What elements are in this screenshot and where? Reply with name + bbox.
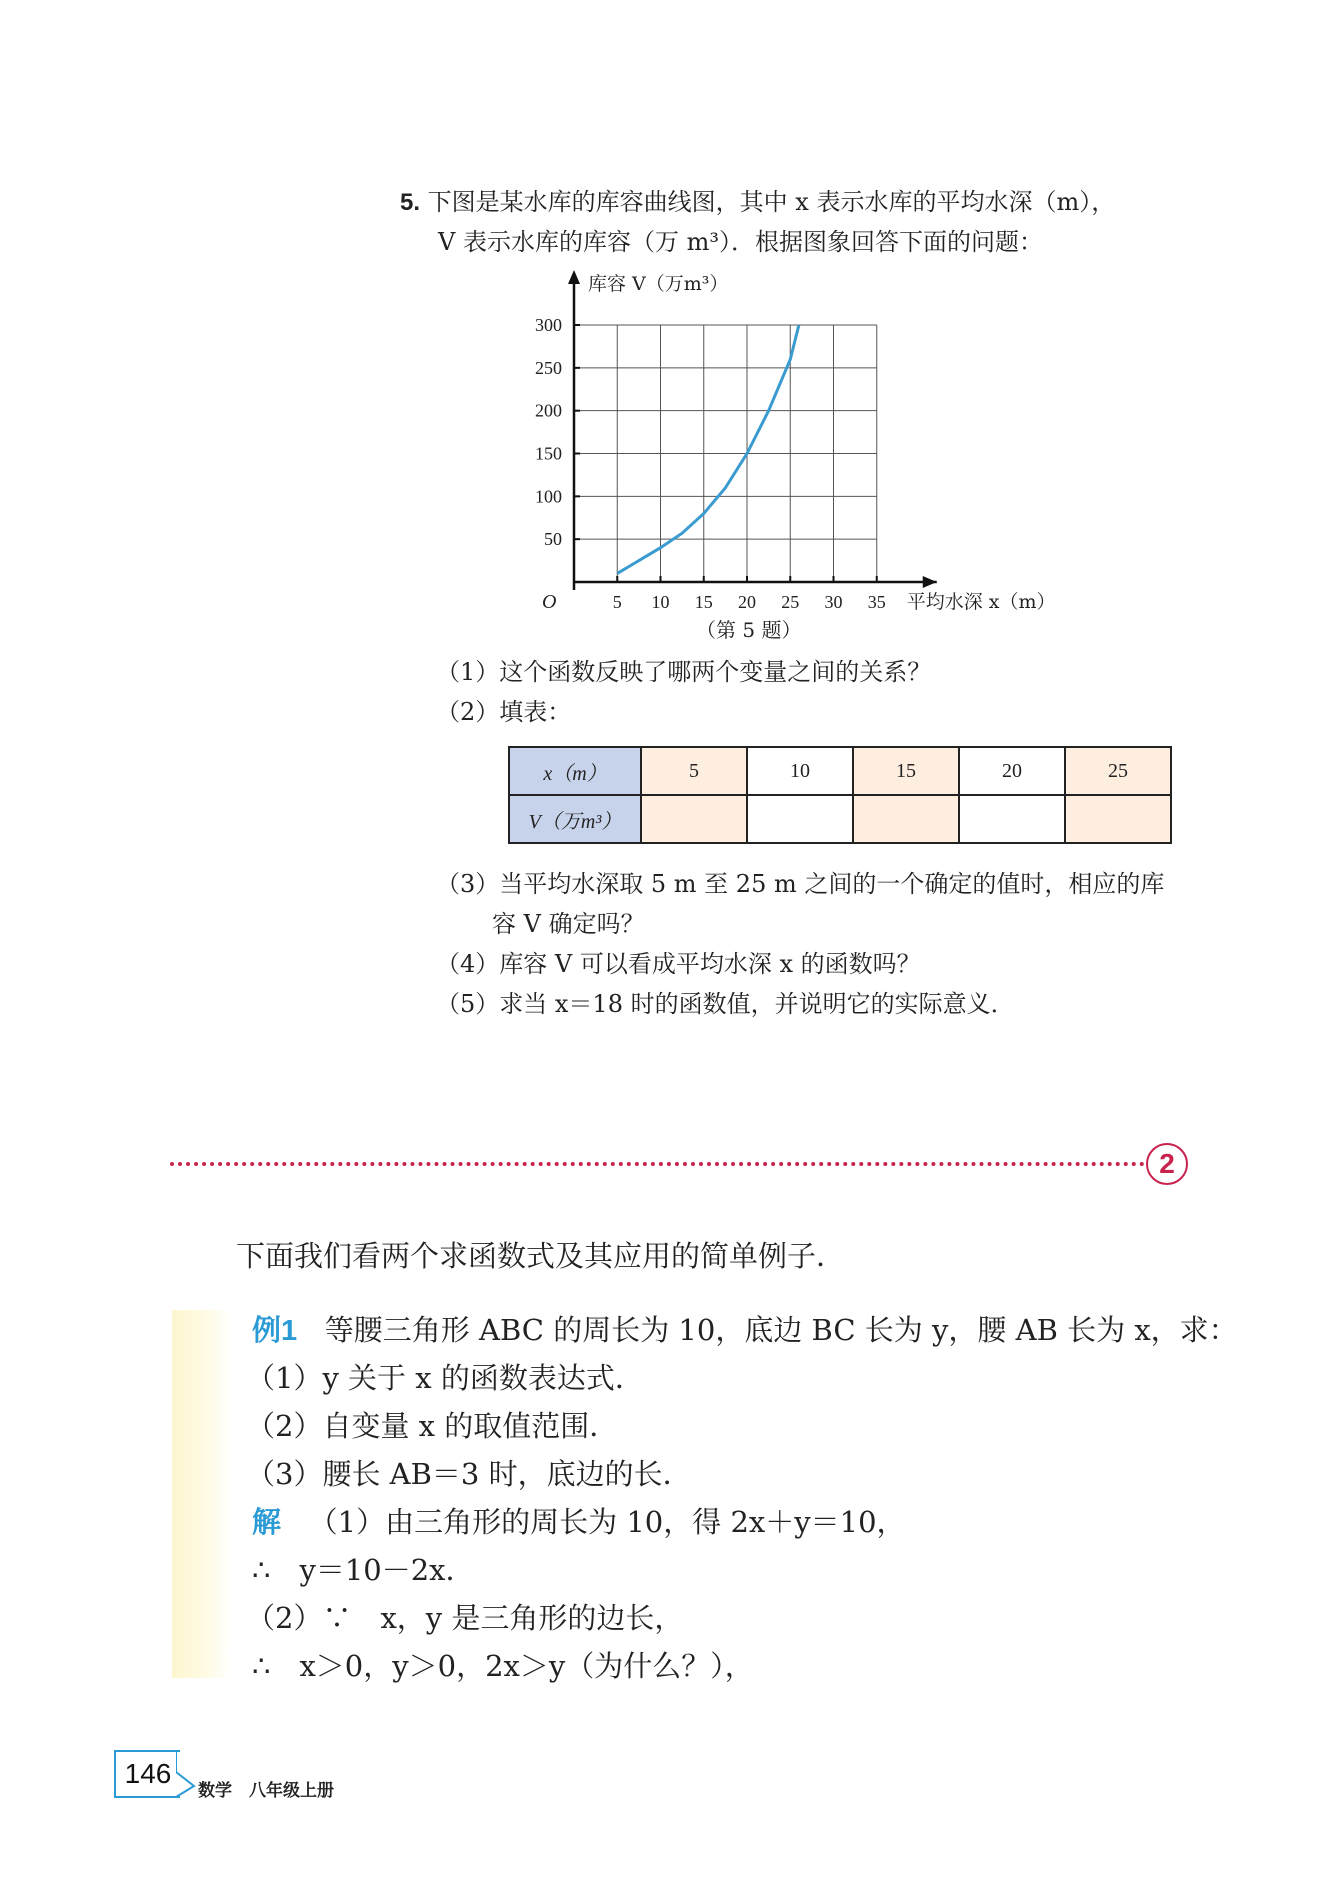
x-tick-label: 10 — [651, 592, 670, 610]
section-intro: 下面我们看两个求函数式及其应用的简单例子． — [236, 1239, 846, 1273]
table-cell-x: 5 — [641, 747, 747, 795]
y-tick-label: 150 — [535, 443, 562, 464]
table-cell-v-blank[interactable] — [853, 795, 959, 843]
chart-axes — [568, 270, 937, 590]
sub-question-2: （2）填表： — [436, 698, 572, 726]
example-1-part-3: （3）腰长 AB＝3 时，底边的长． — [246, 1457, 692, 1491]
example-1-part-1: （1）y 关于 x 的函数表达式． — [246, 1361, 644, 1395]
y-tick-label: 300 — [535, 315, 562, 336]
page-tab-arrow-icon — [176, 1750, 196, 1798]
table-cell-v-blank[interactable] — [1065, 795, 1171, 843]
table-cell-x: 15 — [853, 747, 959, 795]
table-cell-v-blank[interactable] — [641, 795, 747, 843]
sub-question-3-line-2: 容 V 确定吗？ — [492, 910, 645, 938]
sub-question-3-line-1: （3）当平均水深取 5 m 至 25 m 之间的一个确定的值时，相应的库 — [436, 870, 1165, 898]
table-row — [509, 747, 1171, 795]
capacity-curve-line — [617, 325, 799, 573]
book-title: 数学 八年级上册 — [198, 1781, 334, 1801]
solution-step-2: ∴ y＝10－2x． — [252, 1553, 475, 1587]
chart-grid — [574, 325, 877, 582]
x-tick-label: 15 — [694, 592, 713, 610]
x-tick-label: 25 — [781, 592, 800, 610]
x-axis-arrow-icon — [923, 576, 937, 588]
example-highlight-bar — [172, 1310, 232, 1678]
y-tick-label: 250 — [535, 357, 562, 378]
example-1-statement: 等腰三角形 ABC 的周长为 10，底边 BC 长为 y，腰 AB 长为 x，求： — [324, 1313, 1238, 1347]
solution-step-4: ∴ x＞0，y＞0，2x＞y（为什么？）， — [252, 1649, 754, 1683]
chart-caption: （第 5 题） — [696, 618, 802, 642]
x-tick-label: 35 — [867, 592, 886, 610]
y-tick-label: 100 — [535, 486, 562, 507]
question-text-line-1: 下图是某水库的库容曲线图，其中 x 表示水库的平均水深（m）， — [427, 188, 1116, 216]
table-cell-x: 10 — [747, 747, 853, 795]
table-cell-x: 25 — [1065, 747, 1171, 795]
example-1-statement-line — [252, 1306, 1238, 1355]
solution-step-1: （1）由三角形的周长为 10，得 2x＋y＝10， — [308, 1505, 906, 1539]
origin-label: O — [542, 591, 557, 610]
solution-line-1 — [252, 1498, 906, 1547]
table-cell-x: 20 — [959, 747, 1065, 795]
page-number: 146 — [114, 1750, 180, 1798]
table-header-v: V（万m³） — [509, 795, 641, 843]
y-axis-arrow-icon — [568, 270, 580, 284]
y-axis-label: 库容 V（万m³） — [588, 273, 729, 295]
section-number-badge: 2 — [1146, 1143, 1188, 1185]
x-tick-label: 5 — [612, 592, 622, 610]
y-tick-label: 200 — [535, 400, 562, 421]
question-text-line-2: V 表示水库的库容（万 m³）．根据图象回答下面的问题： — [438, 228, 1043, 256]
sub-question-4: （4）库容 V 可以看成平均水深 x 的函数吗？ — [436, 950, 921, 978]
capacity-curve-chart — [510, 270, 1070, 610]
table-header-x: x（m） — [509, 747, 641, 795]
sub-question-1: （1）这个函数反映了哪两个变量之间的关系？ — [436, 658, 932, 686]
question-number: 5. — [400, 189, 421, 216]
table-cell-v-blank[interactable] — [747, 795, 853, 843]
x-tick-label: 20 — [738, 592, 756, 610]
y-tick-label: 50 — [544, 529, 562, 550]
section-divider — [170, 1162, 1145, 1166]
fill-in-table — [508, 746, 1172, 844]
x-tick-label: 30 — [824, 592, 843, 610]
table-row — [509, 795, 1171, 843]
solution-step-3: （2）∵ x，y 是三角形的边长， — [246, 1601, 684, 1635]
solution-tag: 解 — [252, 1507, 282, 1539]
table-cell-v-blank[interactable] — [959, 795, 1065, 843]
example-1-part-2: （2）自变量 x 的取值范围． — [246, 1409, 619, 1443]
example-1-tag: 例1 — [252, 1315, 298, 1347]
x-axis-label: 平均水深 x（m） — [906, 591, 1056, 610]
sub-question-5: （5）求当 x＝18 时的函数值，并说明它的实际意义． — [436, 990, 1015, 1018]
question-5-line-1 — [400, 182, 1115, 223]
